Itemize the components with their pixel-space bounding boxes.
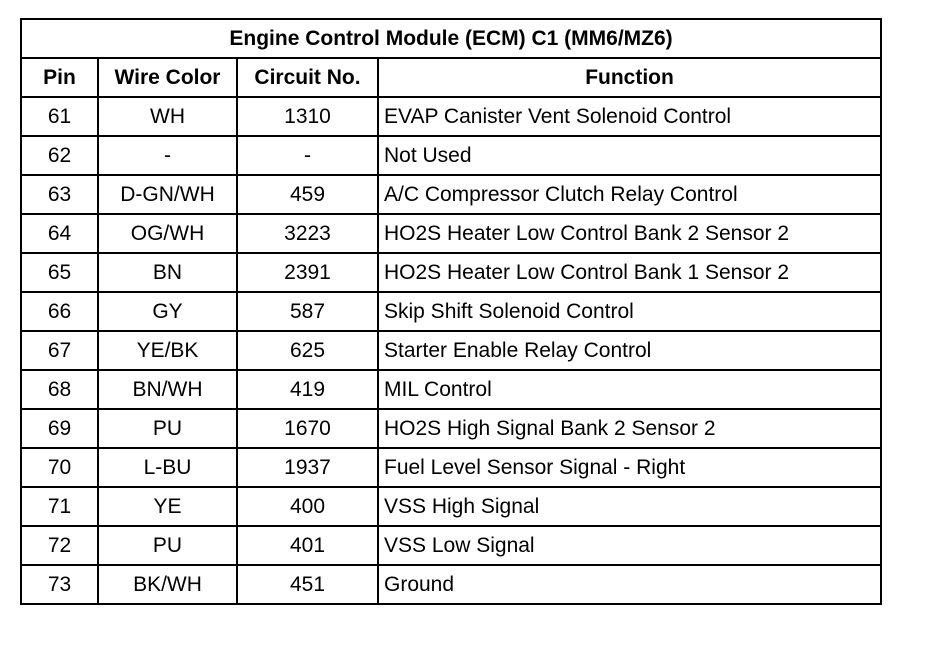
- cell-wire-color: PU: [98, 409, 237, 448]
- cell-pin: 69: [21, 409, 98, 448]
- cell-function: Fuel Level Sensor Signal - Right: [378, 448, 881, 487]
- cell-function: HO2S Heater Low Control Bank 1 Sensor 2: [378, 253, 881, 292]
- cell-pin: 61: [21, 97, 98, 136]
- table-row: [21, 409, 881, 448]
- cell-circuit-no: 625: [237, 331, 378, 370]
- cell-function: HO2S Heater Low Control Bank 2 Sensor 2: [378, 214, 881, 253]
- ecm-connector-table: [20, 18, 882, 605]
- cell-function: Ground: [378, 565, 881, 604]
- table-row: [21, 253, 881, 292]
- cell-wire-color: YE: [98, 487, 237, 526]
- cell-circuit-no: 1670: [237, 409, 378, 448]
- table-title: Engine Control Module (ECM) C1 (MM6/MZ6): [21, 19, 881, 58]
- header-function: Function: [378, 58, 881, 97]
- table-body: [21, 97, 881, 604]
- cell-pin: 71: [21, 487, 98, 526]
- cell-pin: 67: [21, 331, 98, 370]
- cell-wire-color: -: [98, 136, 237, 175]
- header-wire-color: Wire Color: [98, 58, 237, 97]
- table-row: [21, 214, 881, 253]
- cell-circuit-no: 1310: [237, 97, 378, 136]
- header-circuit-no: Circuit No.: [237, 58, 378, 97]
- cell-pin: 63: [21, 175, 98, 214]
- cell-wire-color: GY: [98, 292, 237, 331]
- table-row: [21, 97, 881, 136]
- cell-circuit-no: 2391: [237, 253, 378, 292]
- cell-wire-color: WH: [98, 97, 237, 136]
- cell-wire-color: PU: [98, 526, 237, 565]
- cell-pin: 64: [21, 214, 98, 253]
- table-row: [21, 448, 881, 487]
- cell-pin: 68: [21, 370, 98, 409]
- cell-pin: 65: [21, 253, 98, 292]
- cell-wire-color: OG/WH: [98, 214, 237, 253]
- table-row: [21, 175, 881, 214]
- cell-function: Starter Enable Relay Control: [378, 331, 881, 370]
- cell-wire-color: YE/BK: [98, 331, 237, 370]
- cell-circuit-no: 1937: [237, 448, 378, 487]
- cell-function: Not Used: [378, 136, 881, 175]
- cell-circuit-no: 451: [237, 565, 378, 604]
- cell-pin: 72: [21, 526, 98, 565]
- cell-pin: 62: [21, 136, 98, 175]
- cell-function: HO2S High Signal Bank 2 Sensor 2: [378, 409, 881, 448]
- table-row: [21, 526, 881, 565]
- cell-circuit-no: 401: [237, 526, 378, 565]
- cell-wire-color: BN: [98, 253, 237, 292]
- cell-circuit-no: -: [237, 136, 378, 175]
- cell-circuit-no: 3223: [237, 214, 378, 253]
- table-title-row: [21, 19, 881, 58]
- cell-pin: 70: [21, 448, 98, 487]
- table-row: [21, 331, 881, 370]
- cell-wire-color: BN/WH: [98, 370, 237, 409]
- cell-wire-color: L-BU: [98, 448, 237, 487]
- cell-circuit-no: 419: [237, 370, 378, 409]
- cell-circuit-no: 459: [237, 175, 378, 214]
- cell-function: Skip Shift Solenoid Control: [378, 292, 881, 331]
- cell-circuit-no: 587: [237, 292, 378, 331]
- table-row: [21, 136, 881, 175]
- header-pin: Pin: [21, 58, 98, 97]
- cell-pin: 73: [21, 565, 98, 604]
- table-row: [21, 292, 881, 331]
- table-row: [21, 565, 881, 604]
- cell-wire-color: D-GN/WH: [98, 175, 237, 214]
- cell-function: EVAP Canister Vent Solenoid Control: [378, 97, 881, 136]
- table-row: [21, 370, 881, 409]
- table-row: [21, 487, 881, 526]
- cell-pin: 66: [21, 292, 98, 331]
- cell-function: VSS High Signal: [378, 487, 881, 526]
- cell-wire-color: BK/WH: [98, 565, 237, 604]
- cell-circuit-no: 400: [237, 487, 378, 526]
- cell-function: VSS Low Signal: [378, 526, 881, 565]
- cell-function: MIL Control: [378, 370, 881, 409]
- cell-function: A/C Compressor Clutch Relay Control: [378, 175, 881, 214]
- table-header-row: [21, 58, 881, 97]
